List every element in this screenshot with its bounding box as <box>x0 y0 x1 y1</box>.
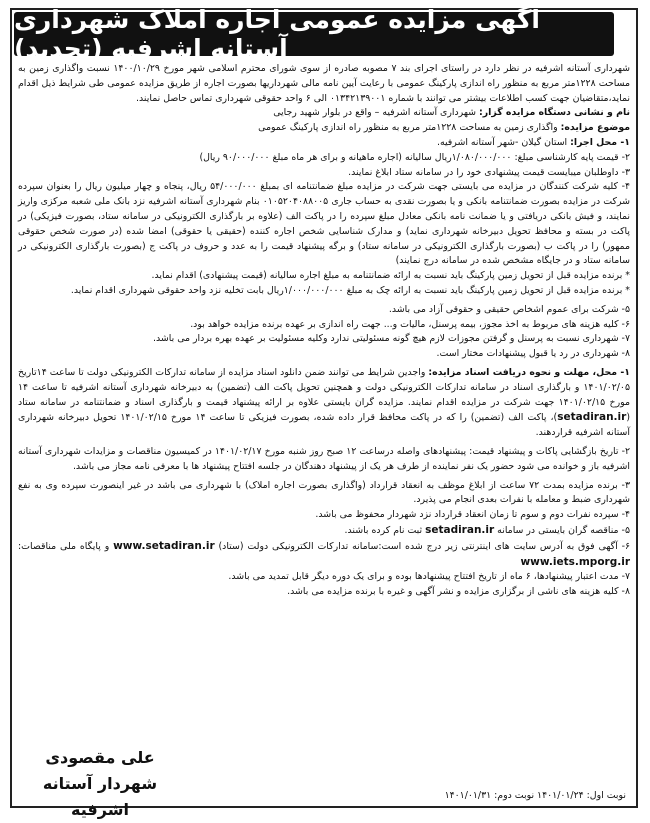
subject-value: واگذاری زمین به مساحت ۱۲۲۸متر مربع به منظور راه اندازی پارکینگ عمومی <box>258 122 561 134</box>
notice-body <box>18 62 630 600</box>
line-6 <box>18 539 630 571</box>
line-5-text-b: ثبت نام کرده باشند. <box>344 524 426 536</box>
item-8: ۸- شهرداری در رد یا قبول پیشنهادات مختار است. <box>436 348 630 360</box>
item-1-value: استان گیلان -شهر آستانه اشرفیه. <box>436 136 571 148</box>
docs-text-b: )، پاکت الف (تضمین) را که در پاکت محافظ قرار داده شده، بصورت فیزیکی تا ساعت ۱۴ مورخ ۱۴۰۱/۰۲/۱۵ تحویل دبیرخانه شهرداری آستانه اشرفیه قراردهند. <box>18 412 630 439</box>
notice-title: آگهی مزایده عمومی اجاره املاک شهرداری آستانه اشرفیه (تجدید) <box>14 5 540 63</box>
item-6: ۶- کلیه هزینه های مربوط به اخذ مجوز، بیمه پرسنل، مالیات و... جهت راه اندازی بر عهده برنده مزایده خواهد بود. <box>190 318 630 330</box>
docs-text-a: واجدین شرایط می توانند ضمن دانلود اسناد مزایده از سامانه تدارکات الکترونیکی دولت تا ساعت ۱۴تاریخ ۱۴۰۱/۰۲/۰۵ و بارگذاری اسناد در سامانه تدارکات الکترونیکی دولت و همچنین تحویل پاکت الف (تضمین) به دبیرخانه شهرداری آستانه اشرفیه تا ساعت ۱۴ مورخ ۱۴۰۱/۰۲/۱۵ جهت شرکت در مزایده اقدام نمایند. مزایده گران بایستی علاوه بر ارائه پیشنهاد قیمت و بارگذاری اسناد و ضمانتنامه در سامانه ستاد ( <box>18 366 630 424</box>
line-6-text-b: و پایگاه ملی مناقصات: <box>18 540 114 552</box>
line-3: ۳- برنده مزایده بمدت ۷۲ ساعت از ابلاغ موظف به انعقاد قرارداد (واگذاری بصورت اجاره املاک) با شهرداری می باشد در غیر اینصورت سپرده وی به نفع شهرداری ضبط و معامله با نفرات بعدی انجام می پذیرد. <box>18 479 630 506</box>
org-value: شهرداری آستانه اشرفیه – واقع در بلوار شهید رجایی <box>273 107 480 119</box>
item-4: ۴- کلیه شرکت کنندگان در مزایده می بایستی جهت شرکت در مزایده مبلغ ضمانتنامه ای بمبلغ ۵۴/۰۰۰/۰۰۰ ریال، پنجاه و چهار میلیون ریال را بعنوان سپرده شرکت در مزایده بصورت ضمانتنامه بانکی و یا بصورت نقدی به حساب جاری ۰۱۰۵۲۰۴۰۸۸۰۰۵ بنام شهرداری آستانه اشرفیه نزد بانک ملی شعبه مرکزی واریز نمایند، و فیش بانکی دریافتی و یا ضمانت نامه بانکی معادل مبلغ سپرده را در پاکت الف (علاوه بر بارگذاری الکترونیکی در سامانه ستاد، بصورت فیزیکی) در پاکت در بسته و محافظ تحویل دبیرخانه شهرداری نماید) و مدارک شناسایی شخص اجاره کننده (حقیقی یا حقوقی) امضا شده (در صورت شخص حقوقی ممهور) را در پاکت ب (بصورت بارگذاری الکترونیکی در سامانه ستاد) و برگه پیشنهاد قیمت را به عدد و حروف در پاکت ج (بصورت بارگذاری الکترونیکی در سامانه ستاد و در جایگاه مشخص شده در سامانه درج نمایند) <box>18 181 631 267</box>
notice-title-bar <box>14 5 614 63</box>
bullet-guarantee: * برنده مزایده قبل از تحویل زمین پارکینگ باید نسبت به ارائه ضمانتنامه به مبلغ اجاره سالیانه (قیمت پیشنهادی) اقدام نماید. <box>151 270 630 282</box>
line-5-text-a: ۵- مناقصه گران بایستی در سامانه <box>494 524 630 536</box>
intro-paragraph: شهرداری آستانه اشرفیه در نظر دارد در راستای اجرای بند ۷ مصوبه صادره از سوی شورای محترم اسلامی شهر مورخ ۱۴۰۰/۱۰/۲۹ نسبت واگذاری زمین به مساحت ۱۲۲۸متر مربع به منظور راه اندازی پارکینگ عمومی با رعایت آیین نامه مالی شهرداریها بصورت اجاره از طریق مزایده عمومی طی شرایط ذیل اقدام نماید،متقاضیان جهت کسب اطلاعات بیشتر می توانند با شماره ۰۱۳۴۲۱۳۹۰۰۱ الی ۶ واحد حقوقی شهرداری تماس حاصل نمایند. <box>18 63 630 104</box>
item-1 <box>18 136 630 151</box>
line-5 <box>18 523 630 539</box>
item-2: ۲- قیمت پایه کارشناسی مبلغ: ۱/۰۸۰/۰۰۰/۰۰۰ریال سالیانه (اجاره ماهیانه و برای هر ماه مبلغ ۹۰/۰۰۰/۰۰۰ ریال) <box>199 151 630 163</box>
subject-line <box>18 121 630 136</box>
item-7: ۷- شهرداری نسبت به پرسنل و گرفتن مجوزات لازم هیچ گونه مسئولیتی ندارد وکلیه مسئولیت بر عهده بهره بردار می باشد. <box>153 333 630 345</box>
signature-block <box>20 745 180 823</box>
line-8: ۸- کلیه هزینه های ناشی از برگزاری مزایده و نشر آگهی و غیره با برنده مزایده می باشد. <box>287 586 630 598</box>
signature-name: علی مقصودی <box>45 748 155 767</box>
line-5-site-link[interactable]: setadiran.ir <box>425 523 495 536</box>
docs-site-link[interactable]: setadiran.ir <box>557 411 627 424</box>
line-6-text-a: ۶- آگهی فوق به آدرس سایت های اینترنتی زیر درج شده است:سامانه تدارکات الکترونیکی دولت (ستاد) <box>214 540 630 552</box>
subject-label: موضوع مزایده: <box>560 122 630 134</box>
docs-section <box>18 366 630 441</box>
line-2: ۲- تاریخ بازگشایی پاکات و پیشنهاد قیمت: پیشنهادهای واصله درساعت ۱۲ صبح روز شنبه مورخ ۱۴۰۱/۰۲/۱۷ در کمیسیون مناقصات و مزایدات شهرداری آستانه اشرفیه باز و خوانده می شود حضور یک نفر نماینده از طرف هر یک از پیشنهاد دهندگان در جلسه افتتاح پیشنهاد ها با معرفی نامه مجاز می باشد. <box>18 445 630 472</box>
item-5: ۵- شرکت برای عموم اشخاص حقیقی و حقوقی آزاد می باشد. <box>388 303 630 315</box>
line-6-iets-link[interactable]: www.iets.mporg.ir <box>520 555 630 568</box>
org-line <box>18 106 630 121</box>
item-3: ۳- داوطلبان میبایست قیمت پیشنهادی خود را در سامانه ستاد ابلاغ نمایند. <box>348 166 630 178</box>
bullet-check: * برنده مزایده قبل از تحویل زمین پارکینگ باید نسبت به ارائه چک به مبلغ ۱/۰۰۰/۰۰۰/۰۰۰ریال بابت تخلیه نزد واحد حقوقی شهرداری اقدام نماید. <box>70 284 630 296</box>
signature-role: شهردار آستانه اشرفیه <box>42 774 158 819</box>
line-6-setad-link[interactable]: www.setadiran.ir <box>113 539 215 552</box>
publication-dates: نوبت اول: ۱۴۰۱/۰۱/۲۴ نوبت دوم: ۱۴۰۱/۰۱/۳۱ <box>444 790 626 801</box>
line-4: ۴- سپرده نفرات دوم و سوم تا زمان انعقاد قرارداد نزد شهردار محفوظ می باشد. <box>315 509 630 521</box>
line-7: ۷- مدت اعتبار پیشنهادها، ۶ ماه از تاریخ افتتاح پیشنهادها بوده و برای یک دوره دیگر قابل تمدید می باشد. <box>228 571 630 583</box>
org-label: نام و نشانی دستگاه مزایده گزار: <box>479 107 630 119</box>
item-1-label: ۱- محل اجرا: <box>570 136 630 148</box>
docs-label: ۱- محل، مهلت و نحوه دریافت اسناد مزایده: <box>428 366 630 378</box>
